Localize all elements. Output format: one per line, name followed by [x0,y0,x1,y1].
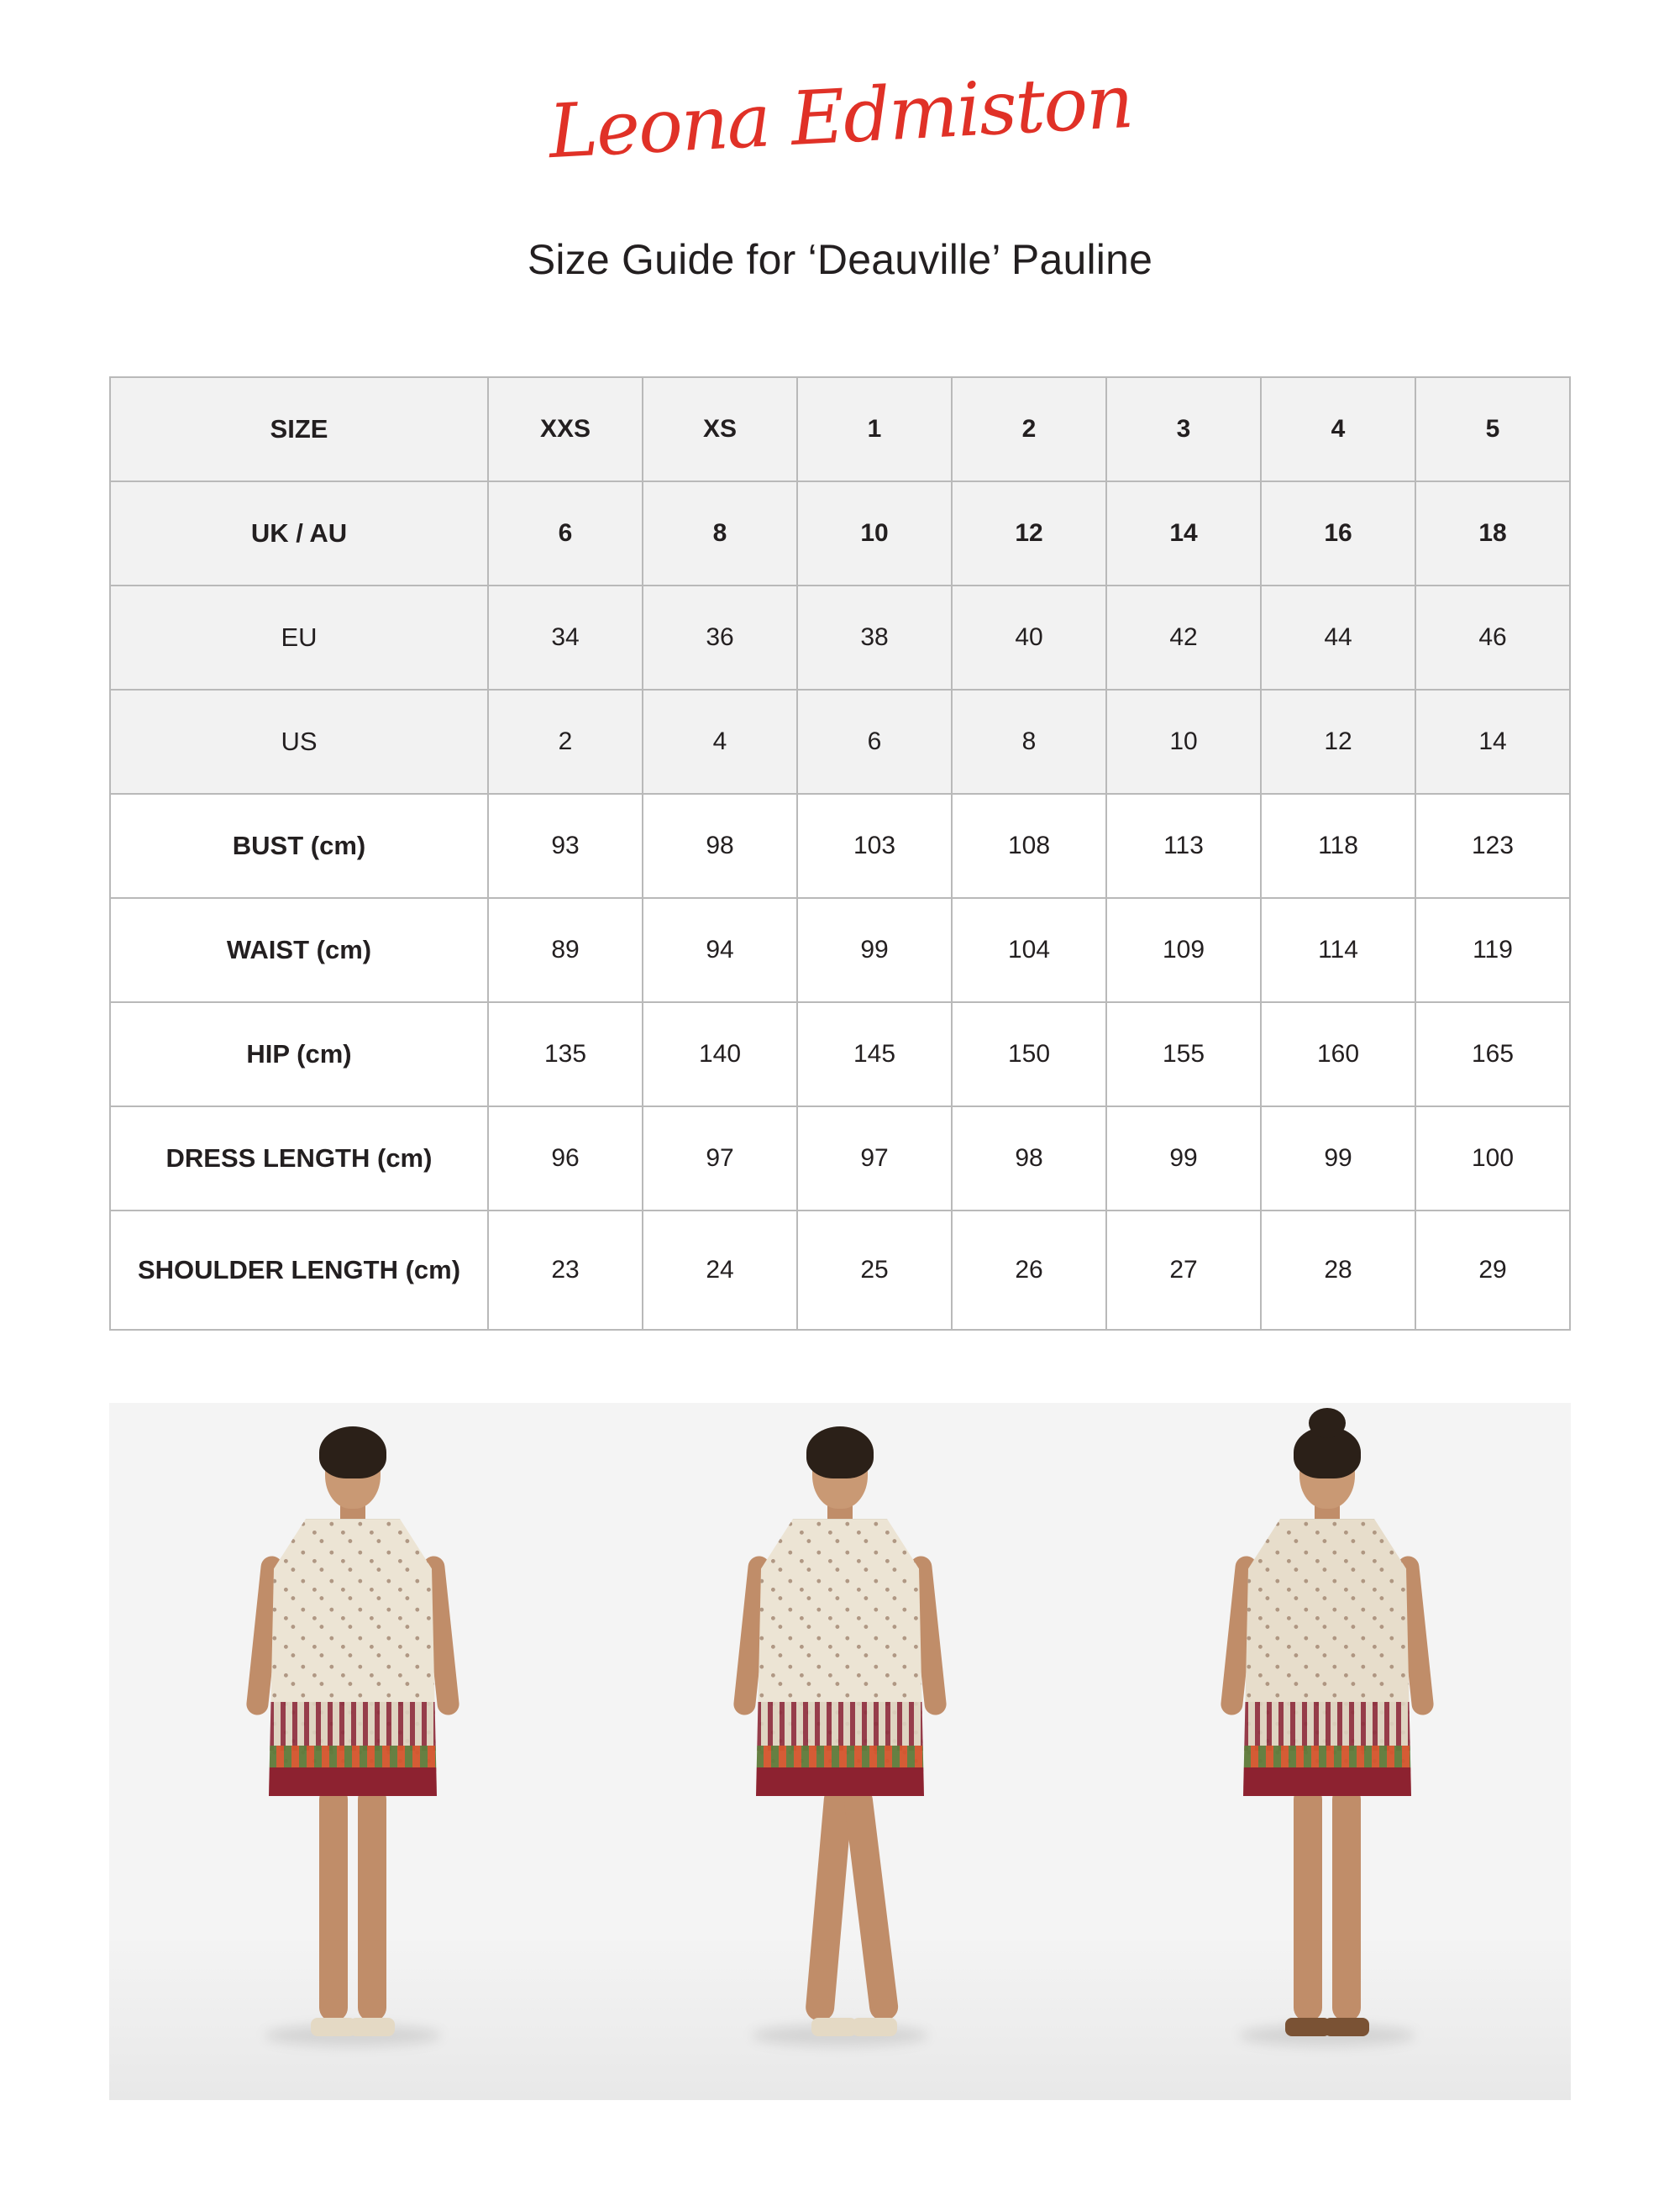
table-cell: 2 [952,377,1106,481]
row-label: UK / AU [110,481,488,586]
table-cell: 99 [797,898,952,1002]
model-leg-right [843,1785,900,2022]
table-cell: 89 [488,898,643,1002]
table-cell: 98 [952,1106,1106,1211]
table-cell: 140 [643,1002,797,1106]
table-row [110,377,1570,481]
page-title: Size Guide for ‘Deauville’ Pauline [527,236,1153,283]
table-cell: 5 [1415,377,1570,481]
product-photo-strip [109,1403,1571,2100]
model-shoe-right [1324,2018,1369,2036]
table-cell: 26 [952,1211,1106,1330]
model-leg-left [319,1786,348,2021]
model-shoe-right [349,2018,395,2036]
table-cell: 14 [1106,481,1261,586]
table-cell: XS [643,377,797,481]
model-figure [227,1430,479,2077]
table-cell: 46 [1415,586,1570,690]
table-cell: 6 [797,690,952,794]
table-cell: 118 [1261,794,1415,898]
table-cell: 99 [1261,1106,1415,1211]
model-figure [714,1430,966,2077]
dress-front [269,1519,437,1796]
model-leg-right [358,1786,386,2021]
model-leg-right [1332,1786,1361,2021]
table-cell: 44 [1261,586,1415,690]
size-table [109,376,1571,1331]
product-photo-back [1084,1403,1571,2100]
table-cell: 96 [488,1106,643,1211]
table-row [110,1106,1570,1211]
table-cell: 28 [1261,1211,1415,1330]
table-cell: 114 [1261,898,1415,1002]
table-cell: 99 [1106,1106,1261,1211]
table-cell: 16 [1261,481,1415,586]
product-photo-front [109,1403,596,2100]
row-label: BUST (cm) [110,794,488,898]
table-cell: 119 [1415,898,1570,1002]
table-cell: 97 [643,1106,797,1211]
dress-back [1243,1519,1411,1796]
table-cell: 1 [797,377,952,481]
table-cell: 103 [797,794,952,898]
table-cell: 14 [1415,690,1570,794]
table-cell: 94 [643,898,797,1002]
model-hair-bun [1309,1408,1346,1438]
row-label: SHOULDER LENGTH (cm) [110,1211,488,1330]
table-cell: 10 [797,481,952,586]
table-cell: 40 [952,586,1106,690]
table-row [110,1002,1570,1106]
row-label: US [110,690,488,794]
row-label: SIZE [110,377,488,481]
table-cell: 29 [1415,1211,1570,1330]
table-cell: 93 [488,794,643,898]
size-table-wrapper [109,376,1571,1331]
table-cell: 10 [1106,690,1261,794]
product-photo-walking [596,1403,1084,2100]
table-cell: 100 [1415,1106,1570,1211]
row-label: WAIST (cm) [110,898,488,1002]
model-hair [806,1426,874,1478]
table-cell: 8 [643,481,797,586]
row-label: HIP (cm) [110,1002,488,1106]
model-figure [1201,1430,1453,2077]
table-row [110,1211,1570,1330]
table-row [110,898,1570,1002]
table-cell: 113 [1106,794,1261,898]
dress-front [756,1519,924,1796]
table-cell: 18 [1415,481,1570,586]
table-cell: 150 [952,1002,1106,1106]
table-cell: 36 [643,586,797,690]
table-cell: 12 [952,481,1106,586]
table-cell: XXS [488,377,643,481]
dress-green-border [756,1746,924,1767]
model-leg-left [1294,1786,1322,2021]
table-cell: 34 [488,586,643,690]
dress-red-hem [1243,1767,1411,1796]
table-cell: 27 [1106,1211,1261,1330]
table-cell: 8 [952,690,1106,794]
table-cell: 123 [1415,794,1570,898]
table-cell: 135 [488,1002,643,1106]
dress-paisley-border [1243,1702,1411,1751]
table-cell: 4 [1261,377,1415,481]
table-row [110,690,1570,794]
table-cell: 42 [1106,586,1261,690]
brand-logo [0,0,1680,176]
brand-logo-text: Leona Edmiston [546,57,1134,176]
dress-green-border [1243,1746,1411,1767]
dress-red-hem [756,1767,924,1796]
table-cell: 6 [488,481,643,586]
table-cell: 155 [1106,1002,1261,1106]
table-row [110,586,1570,690]
row-label: EU [110,586,488,690]
dress-red-hem [269,1767,437,1796]
model-hair [319,1426,386,1478]
dress-paisley-border [756,1702,924,1751]
model-shoe-right [852,2018,897,2036]
table-cell: 3 [1106,377,1261,481]
table-cell: 25 [797,1211,952,1330]
table-cell: 104 [952,898,1106,1002]
dress-green-border [269,1746,437,1767]
table-cell: 23 [488,1211,643,1330]
table-row [110,794,1570,898]
table-cell: 2 [488,690,643,794]
table-cell: 12 [1261,690,1415,794]
row-label: DRESS LENGTH (cm) [110,1106,488,1211]
table-cell: 109 [1106,898,1261,1002]
table-cell: 97 [797,1106,952,1211]
model-shoe-left [811,2018,857,2036]
table-cell: 38 [797,586,952,690]
table-cell: 165 [1415,1002,1570,1106]
table-cell: 4 [643,690,797,794]
table-cell: 98 [643,794,797,898]
table-cell: 145 [797,1002,952,1106]
table-row [110,481,1570,586]
table-cell: 24 [643,1211,797,1330]
dress-paisley-border [269,1702,437,1751]
table-cell: 160 [1261,1002,1415,1106]
table-cell: 108 [952,794,1106,898]
